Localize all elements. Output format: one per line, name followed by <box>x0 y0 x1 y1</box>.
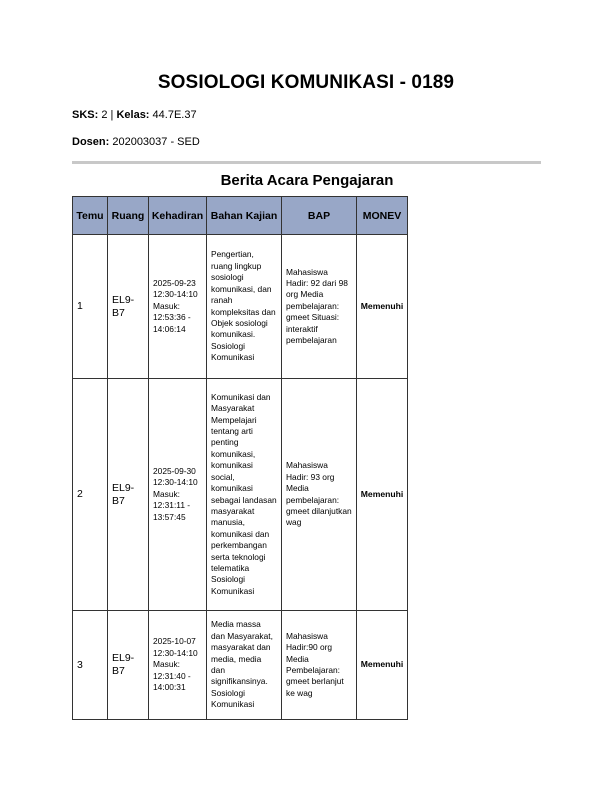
schedule-text: 12:30-14:10 <box>153 647 198 658</box>
date-text: 2025-10-07 <box>153 636 196 647</box>
table-header-row <box>73 197 408 235</box>
kehadiran-cell <box>149 611 207 720</box>
temu-cell: 1 <box>73 235 108 379</box>
date-text: 2025-09-30 <box>153 465 196 476</box>
lecturer-meta <box>72 136 200 148</box>
checkout-time: 14:06:14 <box>153 323 186 334</box>
monev-cell: Memenuhi <box>357 379 408 611</box>
bahan-kajian-cell: Komunikasi dan Masyarakat Mempelajari tentang arti penting komunikasi, komunikasi social, komunikasi sebagai landasan masyarakat manusia, komunikasi dan perkembangan serta teknologi telematika Sosiologi Komunikasi <box>207 379 282 611</box>
checkout-time: 13:57:45 <box>153 511 186 522</box>
ruang-cell: EL9-B7 <box>108 611 149 720</box>
ruang-cell: EL9-B7 <box>108 379 149 611</box>
bahan-kajian-cell: Pengertian, ruang lingkup sosiologi komunikasi, dan ranah kompleksitas dan Objek sosiologi komunikasi. Sosiologi Komunikasi <box>207 235 282 379</box>
dosen-label: Dosen: <box>72 136 110 148</box>
kelas-value: 44.7E.37 <box>152 109 197 121</box>
monev-cell: Memenuhi <box>357 611 408 720</box>
bap-cell: Mahasiswa Hadir: 93 org Media pembelajaran: gmeet dilanjutkan wag <box>282 379 357 611</box>
dosen-value: 202003037 - SED <box>112 136 200 148</box>
checkin-label: Masuk: <box>153 659 180 670</box>
sks-label: SKS: <box>72 109 99 121</box>
checkin-time: 12:31:40 - <box>153 670 191 681</box>
monev-cell: Memenuhi <box>357 235 408 379</box>
bap-cell: Mahasiswa Hadir: 92 dari 98 org Media pembelajaran: gmeet Situasi: interaktif pembelajaran <box>282 235 357 379</box>
kehadiran-cell <box>149 379 207 611</box>
table-row <box>73 611 408 720</box>
col-header-ruang: Ruang <box>108 197 149 235</box>
bahan-kajian-cell: Media massa dan Masyarakat, masyarakat dan media, media dan signifikansinya. Sosiologi Komunikasi <box>207 611 282 720</box>
schedule-text: 12:30-14:10 <box>153 289 198 300</box>
checkin-time: 12:31:11 - <box>153 500 191 511</box>
course-meta <box>72 109 197 121</box>
separator: | <box>110 109 114 121</box>
table-row <box>73 379 408 611</box>
checkout-time: 14:00:31 <box>153 682 186 693</box>
col-header-kehadiran: Kehadiran <box>149 197 207 235</box>
schedule-text: 12:30-14:10 <box>153 477 198 488</box>
checkin-label: Masuk: <box>153 300 180 311</box>
table-row <box>73 235 408 379</box>
attendance-table <box>72 196 408 720</box>
temu-cell: 3 <box>73 611 108 720</box>
col-header-bap: BAP <box>282 197 357 235</box>
col-header-temu: Temu <box>73 197 108 235</box>
checkin-label: Masuk: <box>153 488 180 499</box>
temu-cell: 2 <box>73 379 108 611</box>
checkin-time: 12:53:36 - <box>153 312 191 323</box>
sks-value: 2 <box>101 109 108 121</box>
page-title: SOSIOLOGI KOMUNIKASI - 0189 <box>157 72 455 93</box>
date-text: 2025-09-23 <box>153 277 196 288</box>
col-header-monev: MONEV <box>357 197 408 235</box>
col-header-bahan-kajian: Bahan Kajian <box>207 197 282 235</box>
kehadiran-cell <box>149 235 207 379</box>
divider <box>72 161 541 164</box>
bap-cell: Mahasiswa Hadir:90 org Media Pembelajaran: gmeet berlanjut ke wag <box>282 611 357 720</box>
ruang-cell: EL9-B7 <box>108 235 149 379</box>
section-title: Berita Acara Pengajaran <box>220 172 394 189</box>
kelas-label: Kelas: <box>116 109 150 121</box>
